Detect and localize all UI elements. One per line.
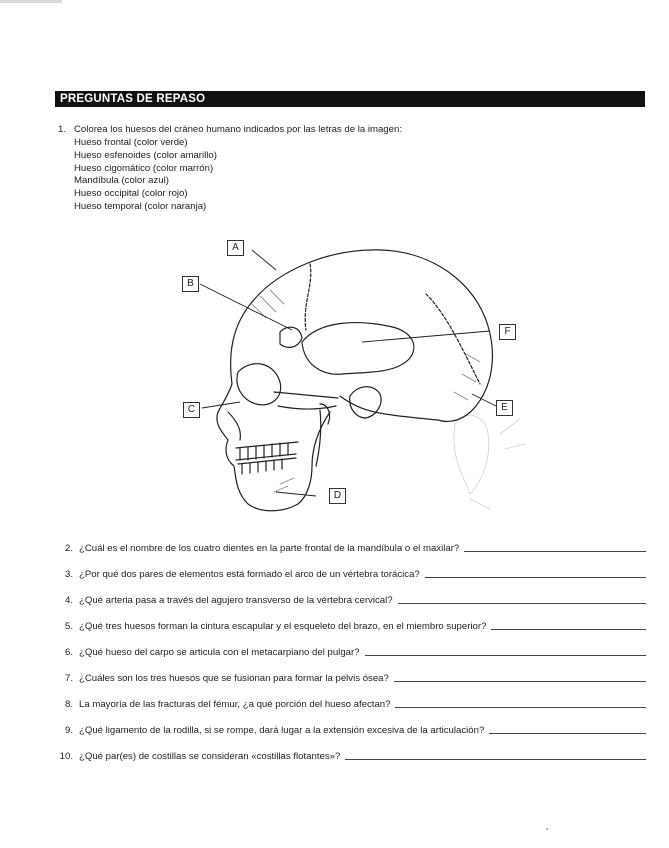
question-8 [52, 696, 646, 710]
question-text: ¿Por qué dos pares de elementos está formado el arco de un vértebra torácica? [79, 569, 420, 580]
question-5 [52, 618, 646, 632]
figure-label-a: A [227, 240, 244, 256]
question-number: 3. [64, 569, 73, 580]
question-2 [52, 540, 646, 554]
answer-line[interactable] [394, 681, 646, 682]
question-text: ¿Cuál es el nombre de los cuatro dientes en la parte frontal de la mandíbula o el maxilar? [79, 543, 460, 554]
answer-line[interactable] [489, 733, 646, 734]
answer-line[interactable] [491, 629, 646, 630]
question-text: La mayoría de las fracturas del fémur, ¿a qué porción del hueso afectan? [79, 699, 391, 710]
question-number: 10. [59, 751, 73, 762]
answer-line[interactable] [425, 577, 646, 578]
question-4 [52, 592, 646, 606]
bone-item-sphenoid: Hueso esfenoides (color amarillo) [74, 149, 217, 161]
skull-illustration [170, 234, 530, 534]
figure-label-b: B [182, 276, 199, 292]
answer-line[interactable] [365, 655, 646, 656]
question-9 [52, 722, 646, 736]
answer-line[interactable] [345, 759, 646, 760]
figure-label-e: E [496, 400, 513, 416]
scan-speck [546, 828, 548, 830]
figure-label-f: F [499, 324, 516, 340]
question-number: 1. [58, 124, 67, 135]
question-3 [52, 566, 646, 580]
bone-item-occipital: Hueso occipital (color rojo) [74, 188, 188, 200]
question-10 [52, 748, 646, 762]
question-6 [52, 644, 646, 658]
question-text: Colorea los huesos del cráneo humano indicados por las letras de la imagen: [74, 124, 402, 135]
question-text: ¿Qué arteria pasa a través del agujero transverso de la vértebra cervical? [79, 595, 393, 606]
question-number: 6. [64, 647, 73, 658]
question-text: ¿Qué ligamento de la rodilla, si se rompe, dará lugar a la extensión excesiva de la articulación? [79, 725, 485, 736]
answer-line[interactable] [395, 707, 646, 708]
question-text: ¿Qué tres huesos forman la cintura escapular y el esqueleto del brazo, en el miembro superior? [79, 621, 487, 632]
section-title: PREGUNTAS DE REPASO [55, 91, 645, 107]
question-number: 4. [64, 595, 73, 606]
bone-item-zygomatic: Hueso cigomático (color marrón) [74, 162, 214, 174]
question-number: 7. [64, 673, 73, 684]
question-text: ¿Qué par(es) de costillas se consideran «costillas flotantes»? [79, 751, 341, 762]
question-text: ¿Qué hueso del carpo se articula con el metacarpiano del pulgar? [79, 647, 360, 658]
bone-list [74, 136, 402, 213]
scan-mark [0, 0, 62, 3]
bone-item-temporal: Hueso temporal (color naranja) [74, 200, 207, 212]
bone-item-frontal: Hueso frontal (color verde) [74, 137, 188, 148]
question-7 [52, 670, 646, 684]
bone-item-mandible: Mandíbula (color azul) [74, 175, 169, 187]
question-number: 8. [64, 699, 73, 710]
question-1 [58, 123, 402, 213]
question-number: 9. [64, 725, 73, 736]
question-number: 5. [64, 621, 73, 632]
answer-line[interactable] [398, 603, 646, 604]
figure-label-c: C [183, 402, 200, 418]
skull-drawing [170, 234, 530, 534]
answer-line[interactable] [464, 551, 646, 552]
question-text: ¿Cuáles son los tres huesos que se fusionan para formar la pelvis ósea? [79, 673, 389, 684]
question-number: 2. [64, 543, 73, 554]
figure-label-d: D [329, 488, 346, 504]
